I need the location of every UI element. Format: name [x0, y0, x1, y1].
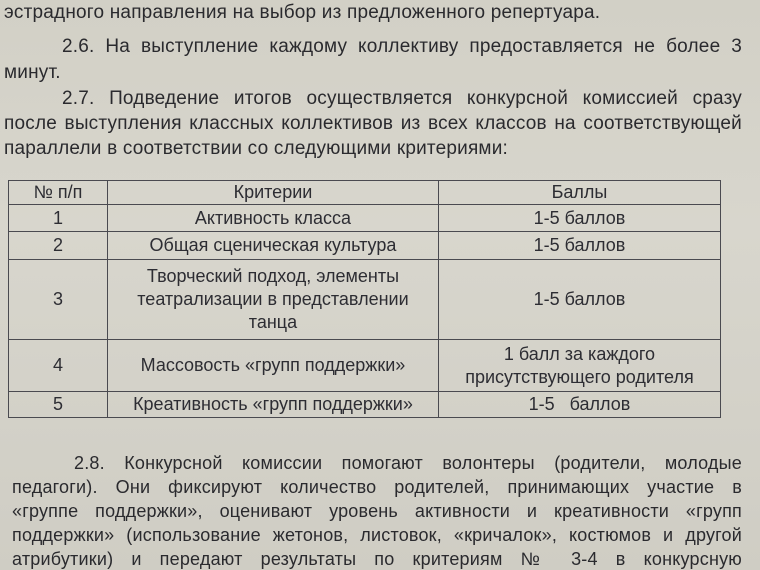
paragraph-2-8-line-1: 2.8. Конкурсной комиссии помогают волонтеры (родители, молодые: [74, 453, 742, 473]
row-score: 1-5 баллов: [438, 232, 720, 260]
row-criterion: Массовость «групп поддержки»: [108, 340, 439, 392]
header-criteria: Критерии: [108, 181, 439, 205]
table-row: [9, 392, 721, 418]
row-number: 1: [9, 205, 108, 232]
table-row: [9, 205, 721, 232]
row-criterion: Общая сценическая культура: [108, 232, 439, 260]
row-score: 1-5 баллов: [438, 260, 720, 340]
paragraph-2-7-line-3: параллели в соответствии со следующими критериями:: [4, 138, 508, 159]
paragraph-2-8-line-5: атрибутики) и передают результаты по критериям № 3-4 в конкурсную: [12, 549, 742, 569]
paragraph-2-7-line-1: 2.7. Подведение итогов осуществляется конкурсной комиссией сразу: [62, 88, 742, 109]
table-header-row: [9, 181, 721, 205]
row-score: 1-5 баллов: [438, 392, 720, 418]
header-score: Баллы: [438, 181, 720, 205]
row-score: 1-5 баллов: [438, 205, 720, 232]
paragraph-2-7-line-2: после выступления классных коллективов из всех классов на соответствующей: [4, 113, 742, 134]
header-number: № п/п: [9, 181, 108, 205]
paragraph-fragment-top: эстрадного направления на выбор из предложенного репертуара.: [4, 2, 601, 23]
table-row: [9, 232, 721, 260]
row-number: 3: [9, 260, 108, 340]
table-row: [9, 260, 721, 340]
paragraph-2-8-line-2: педагоги). Они фиксируют количество родителей, принимающих участие в: [12, 477, 742, 497]
paragraph-2-6-line-2: минут.: [4, 62, 61, 83]
paragraph-2-8-line-4: поддержки» (использование жетонов, листовок, «кричалок», костюмов и другой: [12, 525, 742, 545]
row-criterion: Творческий подход, элементы театрализации в представлении танца: [108, 260, 439, 340]
row-number: 4: [9, 340, 108, 392]
row-score: 1 балл за каждого присутствующего родителя: [438, 340, 720, 392]
row-number: 5: [9, 392, 108, 418]
paragraph-2-6-line-1: 2.6. На выступление каждому коллективу предоставляется не более 3: [62, 36, 742, 57]
table-row: [9, 340, 721, 392]
row-criterion: Активность класса: [108, 205, 439, 232]
row-number: 2: [9, 232, 108, 260]
paragraph-2-8-line-3: «группе поддержки», оценивают уровень активности и креативности «групп: [12, 501, 742, 521]
criteria-table: [8, 180, 721, 418]
row-criterion: Креативность «групп поддержки»: [108, 392, 439, 418]
